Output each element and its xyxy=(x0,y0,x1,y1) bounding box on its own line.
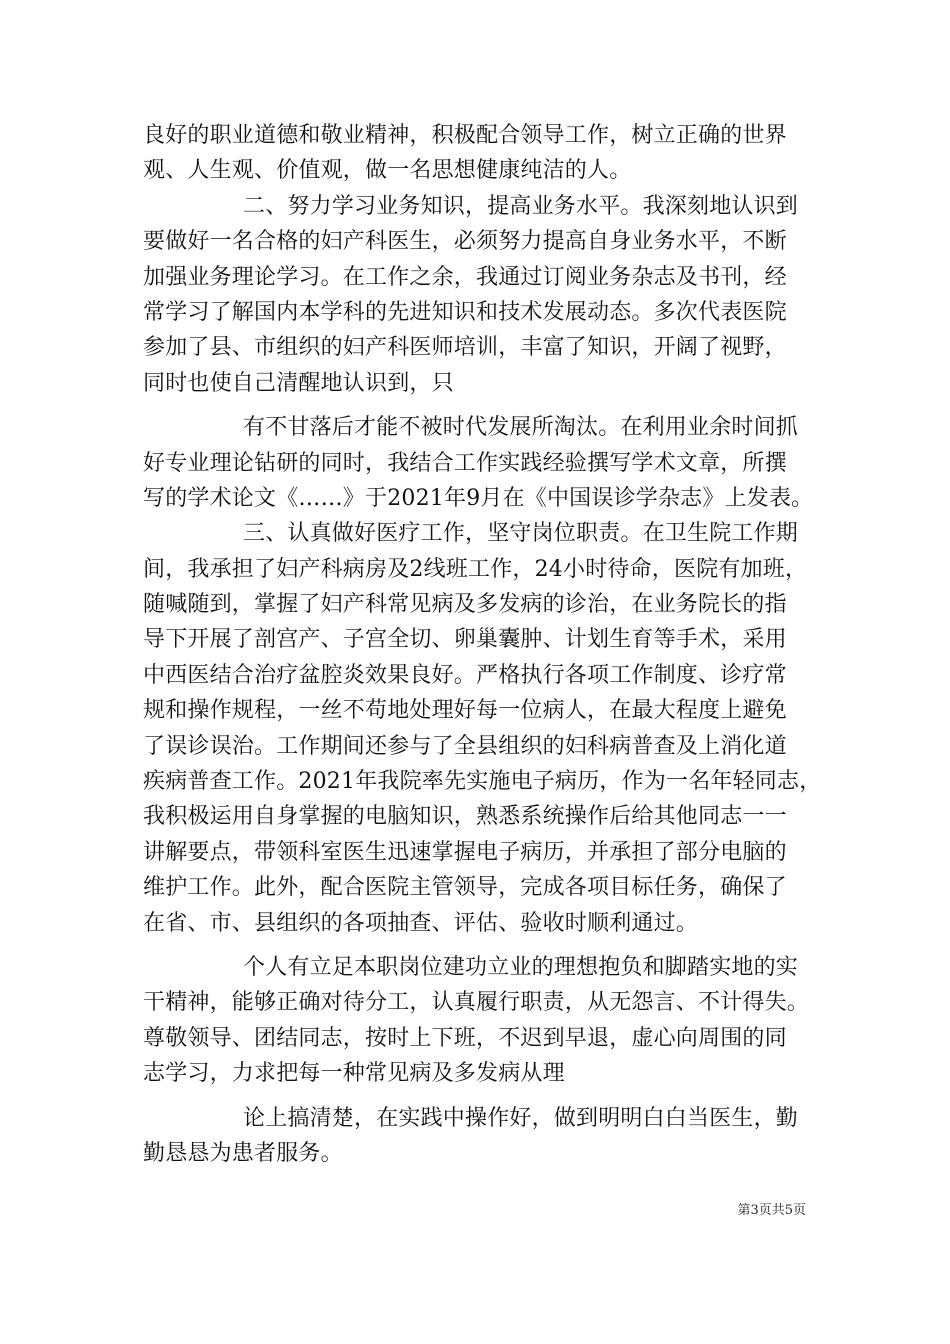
text-line: 要做好一名合格的妇产科医生，必须努力提高自身业务水平，不断 xyxy=(143,229,787,255)
paragraph-start-line: 有不甘落后才能不被时代发展所淘汰。在利用业余时间抓 xyxy=(243,415,799,441)
text-line: 中西医结合治疗盆腔炎效果良好。严格执行各项工作制度、诊疗常 xyxy=(143,662,787,688)
text-line: 加强业务理论学习。在工作之余，我通过订阅业务杂志及书刊，经 xyxy=(143,264,787,290)
text-line: 尊敬领导、团结同志，按时上下班，不迟到早退，虚心向周围的同 xyxy=(143,1025,787,1051)
text-line: 写的学术论文《……》于2021年9月在《中国误诊学杂志》上发表。 xyxy=(143,485,814,511)
text-line: 导下开展了剖宫产、子宫全切、卵巢囊肿、计划生育等手术，采用 xyxy=(143,627,787,653)
text-line: 随喊随到，掌握了妇产科常见病及多发病的诊治，在业务院长的指 xyxy=(143,592,787,618)
text-line: 了误诊误治。工作期间还参与了全县组织的妇科病普查及上消化道 xyxy=(143,733,787,759)
page-number-footer: 第3页共5页 xyxy=(737,1203,806,1218)
paragraph-start-line: 二、努力学习业务知识，提高业务水平。我深刻地认识到 xyxy=(243,193,799,219)
text-line: 良好的职业道德和敬业精神，积极配合领导工作，树立正确的世界 xyxy=(143,123,787,148)
text-line: 志学习，力求把每一种常见病及多发病从理 xyxy=(143,1061,565,1087)
paragraph-start-line: 论上搞清楚，在实践中操作好，做到明明白白当医生，勤 xyxy=(243,1105,799,1131)
text-line: 勤恳恳为患者服务。 xyxy=(143,1140,343,1166)
paragraph-start-line: 个人有立足本职岗位建功立业的理想抱负和脚踏实地的实 xyxy=(243,954,799,980)
text-line: 规和操作规程，一丝不苟地处理好每一位病人，在最大程度上避免 xyxy=(143,698,787,724)
text-line: 参加了县、市组织的妇产科医师培训，丰富了知识，开阔了视野， xyxy=(143,335,787,361)
text-line: 常学习了解国内本学科的先进知识和技术发展动态。多次代表医院 xyxy=(143,299,787,325)
text-line: 维护工作。此外，配合医院主管领导，完成各项目标任务，确保了 xyxy=(143,875,787,901)
document-body xyxy=(143,118,822,1171)
text-line: 好专业理论钻研的同时，我结合工作实践经验撰写学术文章，所撰 xyxy=(143,450,787,476)
text-line: 我积极运用自身掌握的电脑知识，熟悉系统操作后给其他同志一一 xyxy=(143,804,787,830)
text-line: 观、人生观、价值观，做一名思想健康纯洁的人。 xyxy=(143,158,632,184)
text-line: 间，我承担了妇产科病房及2线班工作，24小时待命，医院有加班， xyxy=(143,556,808,582)
text-line: 干精神，能够正确对待分工，认真履行职责，从无怨言、不计得失。 xyxy=(143,990,810,1016)
paragraph-start-line: 三、认真做好医疗工作，坚守岗位职责。在卫生院工作期 xyxy=(243,521,799,547)
text-line: 疾病普查工作。2021年我院率先实施电子病历，作为一名年轻同志， xyxy=(143,769,822,795)
text-line: 讲解要点，带领科室医生迅速掌握电子病历，并承担了部分电脑的 xyxy=(143,839,787,865)
text-line: 在省、市、县组织的各项抽查、评估、验收时顺利通过。 xyxy=(143,910,699,936)
text-line: 同时也使自己清醒地认识到，只 xyxy=(143,370,454,396)
